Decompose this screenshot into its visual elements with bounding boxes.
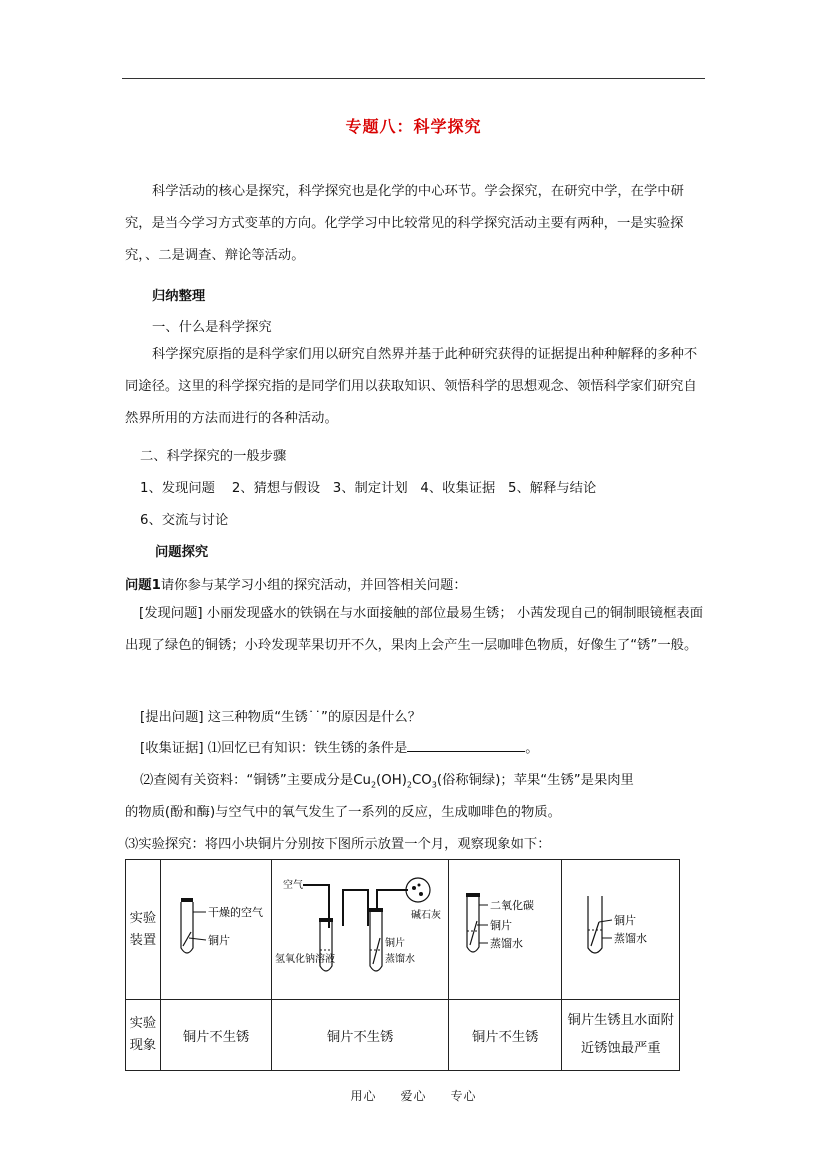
- label-copper-2: 铜片: [385, 937, 406, 949]
- label-co2: 二氧化碳: [490, 898, 535, 912]
- discover-paragraph: [发现问题] 小丽发现盛水的铁锅在与水面接触的部位最易生锈； 小茜发现自己的铜制眼镜框表面出现了绿色的铜锈；小玲发现苹果切开不久，果肉上会产生一层咖啡色物质，好像生了“锈”一般。: [125, 606, 703, 653]
- result-2: 铜片不生锈: [272, 1000, 449, 1071]
- sub-3: 3: [431, 780, 437, 790]
- label-copper-1: 铜片: [208, 933, 231, 947]
- label-water-3: 蒸馏水: [490, 936, 524, 950]
- label-water-4: 蒸馏水: [613, 931, 647, 945]
- collect-b-post: (俗称铜绿)；苹果“生锈”是果肉里: [436, 773, 634, 788]
- experiment-table: [125, 859, 680, 1071]
- item1-paragraph: 科学探究原指的是科学家们用以研究自然界并基于此种研究获得的证据提出种种解释的多种不同途径。这里的科学探究指的是同学们用以获取知识、领悟科学的思想观念、领悟科学家们研究自然界所用的方法而进行的各种活动。: [125, 347, 698, 426]
- row-label-apparatus: 实验装置: [126, 860, 161, 1000]
- steps-line-1: 1、发现问题 2、猜想与假设 3、制定计划 4、收集证据 5、解释与结论: [140, 481, 597, 496]
- apparatus-1: [160, 860, 271, 1000]
- label-soda-lime: 碱石灰: [411, 909, 442, 921]
- sub-1: 2: [370, 780, 377, 790]
- item2-heading: 二、科学探究的一般步骤: [140, 449, 287, 464]
- label-water-2: 蒸馏水: [385, 953, 416, 965]
- apparatus-4: [562, 860, 680, 1000]
- collect-b-line: [140, 769, 634, 790]
- collect-a-end: 。: [525, 741, 539, 756]
- apparatus-4-figure: [564, 888, 678, 968]
- collect-a-text: [收集证据] ⑴回忆已有知识：铁生锈的条件是: [140, 741, 408, 756]
- result-3: 铜片不生锈: [448, 1000, 561, 1071]
- label-copper-4: 铜片: [613, 913, 636, 927]
- footer: [0, 1087, 827, 1104]
- section-heading-inquiry: 问题探究: [155, 545, 209, 560]
- propose-line: [提出问题] 这三种物质“生锈˙˙”的原因是什么？: [140, 710, 422, 725]
- collect-b-pre: ⑵查阅有关资料：“铜锈”主要成分是Cu: [140, 773, 371, 788]
- collect-b-co: CO: [411, 773, 432, 788]
- label-copper-3: 铜片: [490, 918, 513, 932]
- result-1: 铜片不生锈: [160, 1000, 271, 1071]
- apparatus-2-figure: [273, 868, 447, 988]
- footer-3: 专心: [450, 1089, 477, 1103]
- collect-b-mid: (OH): [376, 773, 407, 788]
- footer-2: 爱心: [400, 1089, 427, 1103]
- result-4: 铜片生锈且水面附近锈蚀最严重: [562, 1000, 680, 1071]
- collect-a-line: [140, 737, 539, 756]
- collect-c-line: ⑶实验探究：将四小块铜片分别按下图所示放置一个月，观察现象如下：: [125, 837, 551, 852]
- footer-1: 用心: [350, 1089, 377, 1103]
- section-heading-summary: 归纳整理: [152, 289, 206, 304]
- problem-line: [125, 574, 467, 593]
- apparatus-2: [272, 860, 449, 1000]
- row-label-result: 实验现象: [126, 1000, 161, 1071]
- apparatus-3: [448, 860, 561, 1000]
- collect-b-line2: 的物质(酚和酶)与空气中的氧气发生了一系列的反应，生成咖啡色的物质。: [125, 805, 561, 820]
- problem-label: 问题1: [125, 578, 161, 593]
- sub-2: 2: [406, 780, 412, 790]
- item1-heading: 一、什么是科学探究: [152, 320, 272, 335]
- apparatus-1-figure: [162, 888, 270, 968]
- steps-line-2: 6、交流与讨论: [140, 513, 229, 528]
- intro-paragraph: 科学活动的核心是探究，科学探究也是化学的中心环节。学会探究，在研究中学，在学中研究，是当今学习方式变革的方向。化学学习中比较常见的科学探究活动主要有两种，一是实验探究，、二是调查、辩论等活动。: [125, 184, 684, 263]
- label-naoh: 氢氧化钠溶液: [275, 953, 336, 965]
- apparatus-3-figure: [450, 883, 560, 973]
- label-dry-air: 干燥的空气: [208, 905, 264, 919]
- problem-text: 请你参与某学习小组的探究活动，并回答相关问题：: [160, 578, 467, 593]
- page-title: 专题八：科学探究: [345, 117, 482, 136]
- answer-blank[interactable]: [407, 739, 525, 752]
- header-rule: [122, 78, 705, 79]
- label-air: 空气: [283, 879, 304, 891]
